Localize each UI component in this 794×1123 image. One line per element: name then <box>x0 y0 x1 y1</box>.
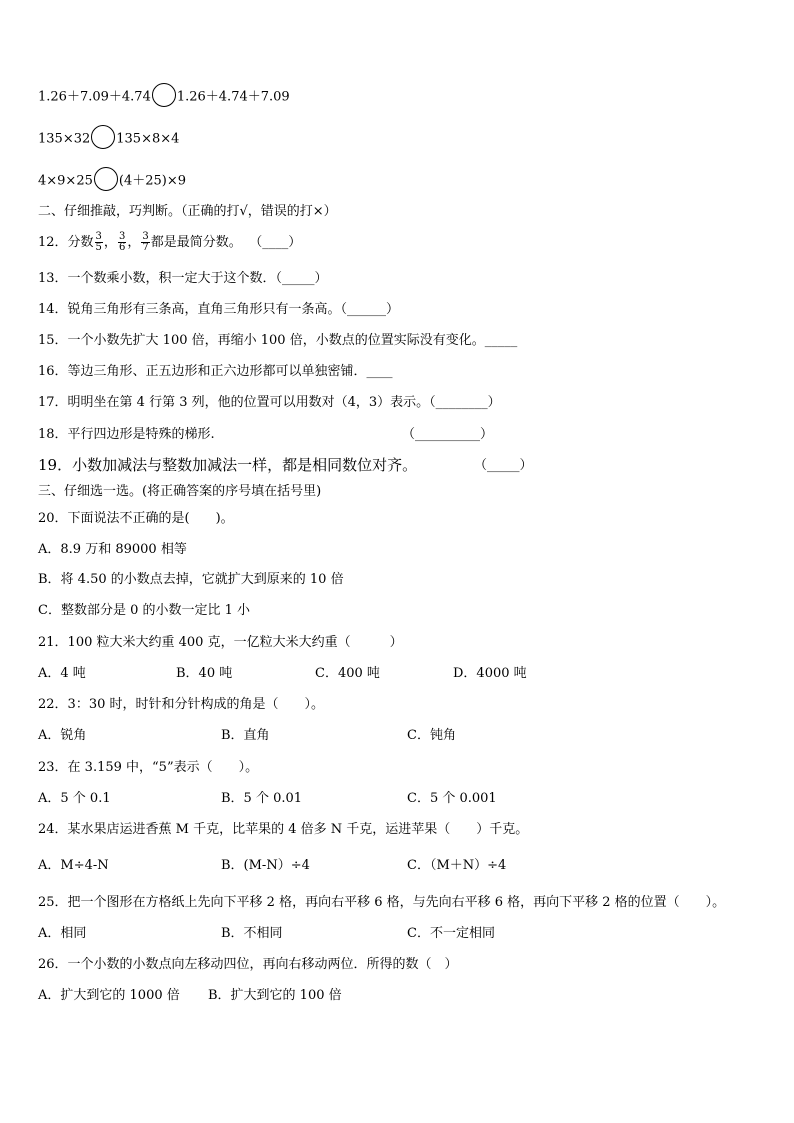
option-b[interactable]: B．直角 <box>221 728 270 743</box>
compare-right: 135×8×4 <box>116 131 180 147</box>
answer-blank[interactable]: （_____） <box>474 458 533 473</box>
option-a[interactable]: A．M÷4-N <box>38 858 109 873</box>
section-3-title: 三、仔细选一选。(将正确答案的序号填在括号里) <box>38 484 322 499</box>
option-b[interactable]: B．将 4.50 的小数点去掉，它就扩大到原来的 10 倍 <box>38 572 344 587</box>
fraction: $\frac{3}{6}$ <box>118 231 126 253</box>
question-24-stem: 24．某水果店运进香蕉 M 千克，比苹果的 4 倍多 N 千克，运进苹果（ ）千克。 <box>38 822 529 837</box>
question-22-stem: 22．3：30 时，时针和分针构成的角是（ ）。 <box>38 697 324 712</box>
q12-separator: ， <box>127 235 141 250</box>
fraction: $\frac{3}{7}$ <box>142 231 149 253</box>
option-c[interactable]: C．不一定相同 <box>407 926 495 941</box>
answer-blank[interactable]: （__________） <box>402 427 494 442</box>
option-a[interactable]: A．锐角 <box>38 728 87 743</box>
option-b[interactable]: B．5 个 0.01 <box>221 791 303 806</box>
question-25-stem: 25．把一个图形在方格纸上先向下平移 2 格，再向右平移 6 格，与先向右平移 6 格，再向下平移 2 格的位置（ ）。 <box>38 895 726 910</box>
question-20-stem: 20．下面说法不正确的是( )。 <box>38 511 234 526</box>
question-17: 17．明明坐在第 4 行第 3 列，他的位置可以用数对（4，3）表示。（________） <box>38 395 501 410</box>
question-13: 13．一个数乘小数，积一定大于这个数．（_____） <box>38 271 328 286</box>
question-19 <box>38 456 417 474</box>
section-2-title: 二、仔细推敲，巧判断。（正确的打√，错误的打×） <box>38 204 337 219</box>
option-c[interactable]: C．5 个 0.001 <box>407 791 497 806</box>
compare-right: (4＋25)×9 <box>118 173 186 189</box>
compare-left: 1.26＋7.09＋4.74 <box>38 89 151 105</box>
q18-text: 18．平行四边形是特殊的梯形. <box>38 427 215 442</box>
question-14: 14．锐角三角形有三条高，直角三角形只有一条高。（______） <box>38 302 400 317</box>
compare-left: 4×9×25 <box>38 173 93 189</box>
q12-separator: ， <box>103 235 117 250</box>
option-b[interactable]: B．扩大到它的 100 倍 <box>208 988 342 1003</box>
option-a[interactable]: A．8.9 万和 89000 相等 <box>38 542 187 557</box>
question-23-stem: 23．在 3.159 中，“5”表示（ ）。 <box>38 760 259 775</box>
answer-blank[interactable]: （____） <box>255 235 302 250</box>
compare-row-2 <box>38 129 179 149</box>
option-c[interactable]: C．整数部分是 0 的小数一定比 1 小 <box>38 603 251 618</box>
option-c[interactable]: C．钝角 <box>407 728 456 743</box>
question-21-stem: 21．100 粒大米大约重 400 克，一亿粒大米大约重（ ） <box>38 635 403 650</box>
question-16: 16．等边三角形、正五边形和正六边形都可以单独密铺．____ <box>38 364 393 379</box>
option-a[interactable]: A．扩大到它的 1000 倍 <box>38 988 180 1003</box>
q12-prefix: 12．分数 <box>38 235 94 250</box>
compare-circle[interactable] <box>94 167 118 191</box>
option-b[interactable]: B．不相同 <box>221 926 283 941</box>
compare-right: 1.26＋4.74＋7.09 <box>176 89 290 105</box>
option-a[interactable]: A．5 个 0.1 <box>38 791 111 806</box>
option-a[interactable]: A．4 吨 <box>38 666 86 681</box>
option-d[interactable]: D．4000 吨 <box>453 666 527 681</box>
compare-circle[interactable] <box>91 125 115 149</box>
option-c[interactable]: C．400 吨 <box>315 666 380 681</box>
question-12 <box>38 230 301 256</box>
compare-circle[interactable] <box>152 83 176 107</box>
option-c[interactable]: C．（M＋N）÷4 <box>407 858 507 873</box>
compare-row-1 <box>38 87 290 107</box>
compare-left: 135×32 <box>38 131 91 147</box>
compare-row-3 <box>38 171 186 191</box>
q12-suffix: 都是最简分数。 <box>150 235 242 250</box>
question-26-stem: 26．一个小数的小数点向左移动四位，再向右移动两位．所得的数（ ） <box>38 957 458 972</box>
option-b[interactable]: B．(M-N）÷4 <box>221 858 310 873</box>
fraction: $\frac{3}{5}$ <box>95 231 102 253</box>
question-18 <box>38 426 215 444</box>
option-b[interactable]: B．40 吨 <box>176 666 233 681</box>
q19-text: 19．小数加减法与整数加减法一样，都是相同数位对齐。 <box>38 456 418 474</box>
question-15: 15．一个小数先扩大 100 倍，再缩小 100 倍，小数点的位置实际没有变化。_____ <box>38 333 518 348</box>
option-a[interactable]: A．相同 <box>38 926 87 941</box>
